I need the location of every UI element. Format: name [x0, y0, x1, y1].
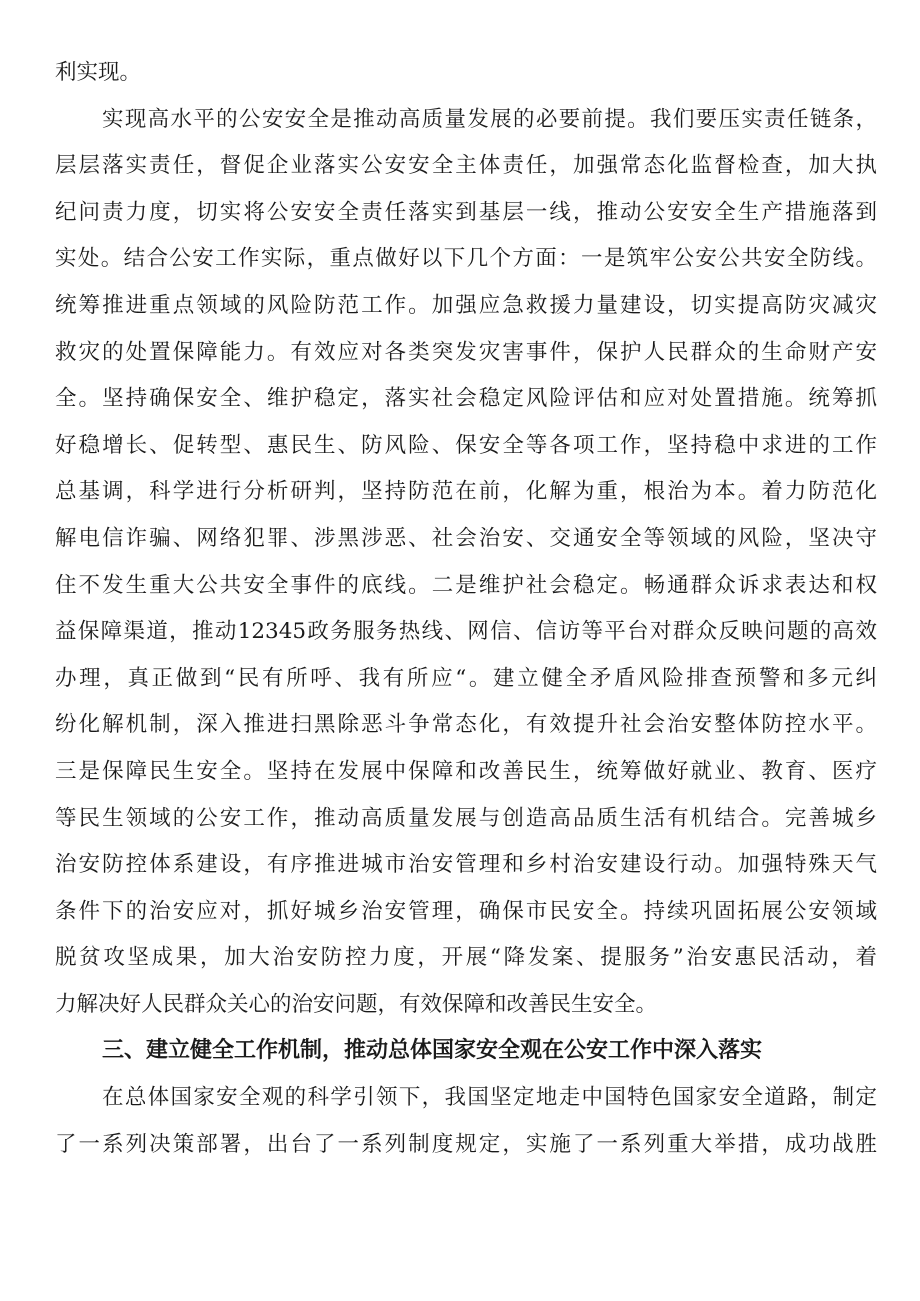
text-line: 益保障渠道，推动12345政务服务热线、网信、信访等平台对群众反映问题的高效	[55, 619, 877, 645]
text-line: 三是保障民生安全。坚持在发展中保障和改善民生，统筹做好就业、教育、医疗	[55, 758, 877, 784]
section-heading: 三、建立健全工作机制，推动总体国家安全观在公安工作中深入落实	[102, 1038, 763, 1064]
text-line: 办理，真正做到“民有所呼、我有所应“。建立健全矛盾风险排查预警和多元纠	[55, 665, 877, 691]
paragraph-national-security	[55, 1075, 877, 1168]
paragraph-tail: 利实现。	[55, 60, 142, 85]
text-line: 条件下的治安应对，抓好城乡治安管理，确保市民安全。持续巩固拓展公安领域	[55, 898, 877, 924]
text-line: 纪问责力度，切实将公安安全责任落实到基层一线，推动公安安全生产措施落到	[55, 199, 877, 225]
text-line: 好稳增长、促转型、惠民生、防风险、保安全等各项工作，坚持稳中求进的工作	[55, 432, 877, 458]
text-line: 在总体国家安全观的科学引领下，我国坚定地走中国特色国家安全道路，制定	[102, 1085, 877, 1111]
text-line: 脱贫攻坚成果，加大治安防控力度，开展“降发案、提服务”治安惠民活动，着	[55, 945, 877, 971]
text-line: 解电信诈骗、网络犯罪、涉黑涉恶、社会治安、交通安全等领域的风险，坚决守	[55, 525, 877, 551]
text-line: 统筹推进重点领域的风险防范工作。加强应急救援力量建设，切实提高防灾减灾	[55, 292, 877, 318]
document-page	[55, 50, 877, 1168]
text-line: 了一系列决策部署，出台了一系列制度规定，实施了一系列重大举措，成功战胜	[55, 1131, 877, 1157]
text-line: 全。坚持确保安全、维护稳定，落实社会稳定风险评估和应对处置措施。统筹抓	[55, 386, 877, 412]
text-line: 治安防控体系建设，有序推进城市治安管理和乡村治安建设行动。加强特殊天气	[55, 852, 877, 878]
text-line: 救灾的处置保障能力。有效应对各类突发灾害事件，保护人民群众的生命财产安	[55, 339, 877, 365]
paragraph-public-security	[55, 97, 877, 1029]
text-line: 总基调，科学进行分析研判，坚持防范在前，化解为重，根治为本。着力防范化	[55, 479, 877, 505]
text-line: 层层落实责任，督促企业落实公安安全主体责任，加强常态化监督检查，加大执	[55, 153, 877, 179]
text-line: 等民生领域的公安工作，推动高质量发展与创造高品质生活有机结合。完善城乡	[55, 805, 877, 831]
text-line: 住不发生重大公共安全事件的底线。二是维护社会稳定。畅通群众诉求表达和权	[55, 572, 877, 598]
text-line: 力解决好人民群众关心的治安问题，有效保障和改善民生安全。	[55, 991, 658, 1017]
text-line: 实现高水平的公安安全是推动高质量发展的必要前提。我们要压实责任链条，	[102, 106, 877, 132]
text-line: 实处。结合公安工作实际，重点做好以下几个方面：一是筑牢公安公共安全防线。	[55, 246, 877, 272]
text-line: 纷化解机制，深入推进扫黑除恶斗争常态化，有效提升社会治安整体防控水平。	[55, 712, 877, 738]
